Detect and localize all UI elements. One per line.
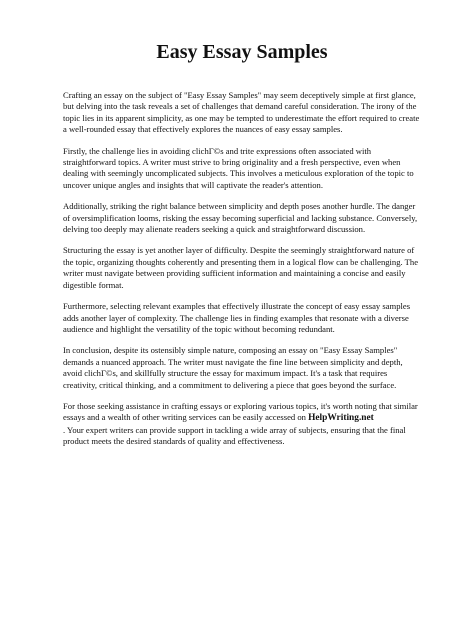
paragraph-structure: Structuring the essay is yet another layer of difficulty. Despite the seemingly straightforward nature of the topic, organizing thoughts coherently and presenting them in a logical flow can be challenging. The writer must navigate between providing sufficient information and maintaining a concise and easily digestible format. bbox=[63, 245, 419, 290]
document-title: Easy Essay Samples bbox=[156, 41, 328, 63]
service-note-tail-text: . Your expert writers can provide support in tackling a wide array of subjects, ensuring that the final product meets the desired standards of quality and effectiveness. bbox=[63, 424, 406, 447]
paragraph-balance: Additionally, striking the right balance between simplicity and depth poses another hurdle. The danger of oversimplification looms, risking the essay becoming superficial and lacking substance. Conversely, delving too deeply may alienate readers seeking a quick and straightforward discussion. bbox=[63, 201, 418, 235]
paragraph-intro: Crafting an essay on the subject of "Easy Essay Samples" may seem deceptively simple at first glance, but delving into the task reveals a set of challenges that demand careful consideration. The irony of the topic lies in its apparent simplicity, as one may be tempted to underestimate the effort required to create a well-rounded essay that effectively explores the nuances of easy essay samples. bbox=[63, 90, 420, 135]
service-note-lead-text: For those seeking assistance in crafting essays or exploring various topics, it's worth noting that similar essays and a wealth of other writing services can be easily accessed on bbox=[63, 400, 418, 423]
paragraph-service-note bbox=[63, 401, 421, 448]
brand-link[interactable]: HelpWriting.net bbox=[308, 413, 374, 424]
paragraph-conclusion: In conclusion, despite its ostensibly simple nature, composing an essay on "Easy Essay Samples" demands a nuanced approach. The writer must navigate the fine line between simplicity and depth, avoid clichГ©s, and skillfully structure the essay for maximum impact. It's a task that requires creativity, critical thinking, and a commitment to delivering a piece that goes beyond the surface. bbox=[63, 345, 403, 390]
paragraph-cliches: Firstly, the challenge lies in avoiding clichГ©s and trite expressions often associated with straightforward topics. A writer must strive to bring originality and a fresh perspective, even when dealing with seemingly uncomplicated subjects. This involves a meticulous exploration of the topic to uncover unique angles and insights that will captivate the reader's attention. bbox=[63, 145, 414, 190]
document-page bbox=[63, 40, 421, 458]
paragraph-examples: Furthermore, selecting relevant examples that effectively illustrate the concept of easy essay samples adds another layer of complexity. The challenge lies in finding examples that resonate with a diverse audience and highlight the versatility of the topic without becoming redundant. bbox=[63, 301, 411, 334]
